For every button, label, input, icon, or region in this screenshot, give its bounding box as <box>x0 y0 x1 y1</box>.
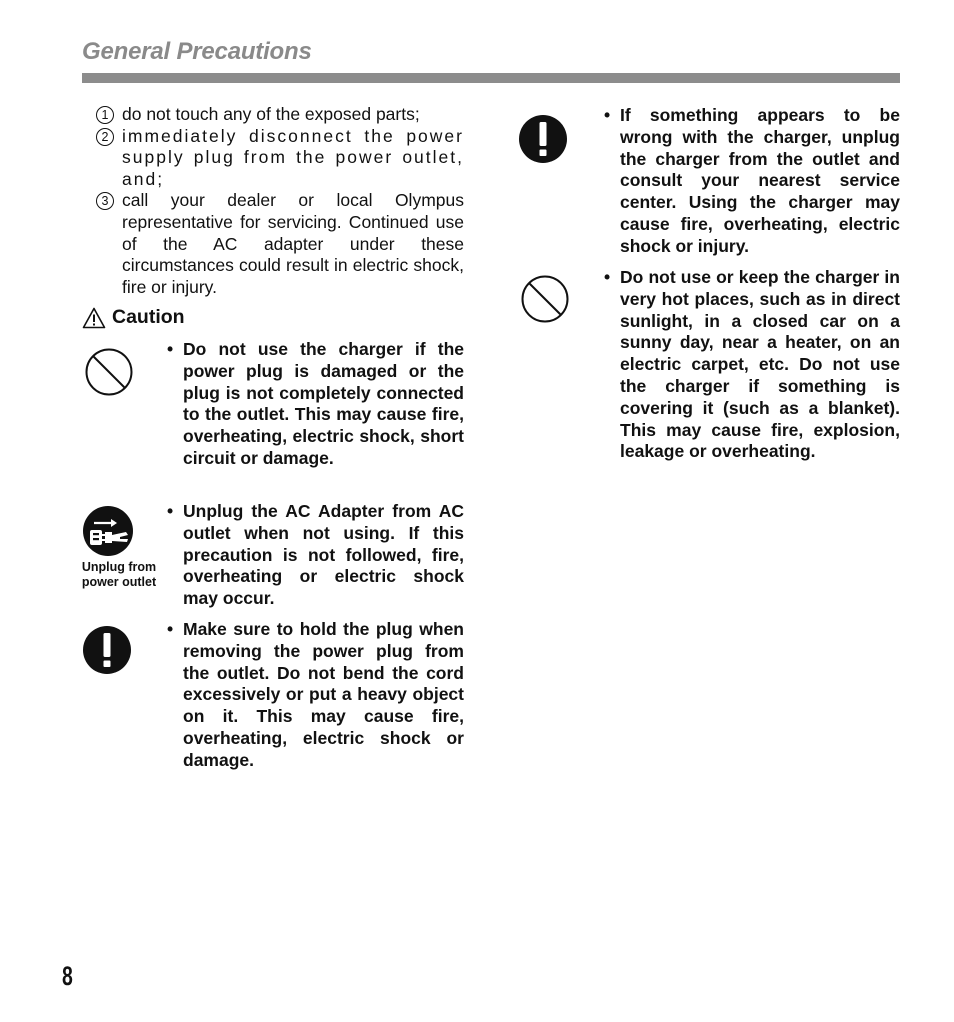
circled-number: 3 <box>96 192 114 210</box>
mandatory-action-icon <box>82 625 132 680</box>
unplug-icon-caption: Unplug from power outlet <box>81 560 157 589</box>
circled-number: 1 <box>96 106 114 124</box>
list-item <box>96 190 464 298</box>
list-item-text: immediately disconnect the power supply plug from the power outlet, and; <box>122 125 464 189</box>
page-number: 8 <box>62 961 73 991</box>
mandatory-action-icon <box>518 114 568 169</box>
caution-heading <box>82 306 185 329</box>
prohibition-icon <box>84 347 134 402</box>
circled-number: 2 <box>96 128 114 146</box>
list-item-text: call your dealer or local Olympus representative for servicing. Continued use of the AC adapter under these circumstances could result in electric shock, fire or injury. <box>122 190 464 297</box>
unplug-icon <box>82 505 134 562</box>
warning-item-text: • If something appears to be wrong with the charger, unplug the charger from the outlet and consult your nearest service center. Using the charger may cause fire, overheating, electric shock or injury. <box>604 105 900 256</box>
caution-heading-label: Caution <box>112 306 185 328</box>
bullet: • <box>604 267 611 287</box>
list-item-text: do not touch any of the exposed parts; <box>122 104 420 124</box>
numbered-list <box>96 104 464 298</box>
page-title: General Precautions <box>82 38 312 65</box>
title-rule <box>82 73 900 83</box>
list-item <box>96 104 464 126</box>
warning-item-text: • Do not use or keep the charger in very hot places, such as in direct sunlight, in a closed car on a sunny day, near a heater, on an electric carpet, etc. Do not use the charger if something is covering it (such as a blanket). This may cause fire, explosion, leakage or overheating. <box>604 267 900 462</box>
bullet: • <box>604 105 611 125</box>
bullet: • <box>167 501 174 521</box>
warning-triangle-icon <box>82 307 106 329</box>
bullet: • <box>167 339 174 359</box>
numbered-list-section <box>96 104 464 298</box>
bullet: • <box>167 619 174 639</box>
prohibition-icon <box>520 274 570 329</box>
caution-item-text: • Unplug the AC Adapter from AC outlet when not using. If this precaution is not followed, fire, overheating or electric shock may occur. <box>167 501 464 609</box>
caution-item-text: • Make sure to hold the plug when removing the power plug from the outlet. Do not bend the cord excessively or put a heavy object on it. This may cause fire, overheating, electric shock or damage. <box>167 619 464 770</box>
list-item <box>96 126 464 191</box>
caution-item-text: • Do not use the charger if the power plug is damaged or the plug is not completely connected to the outlet. This may cause fire, overheating, electric shock, short circuit or damage. <box>167 339 464 468</box>
